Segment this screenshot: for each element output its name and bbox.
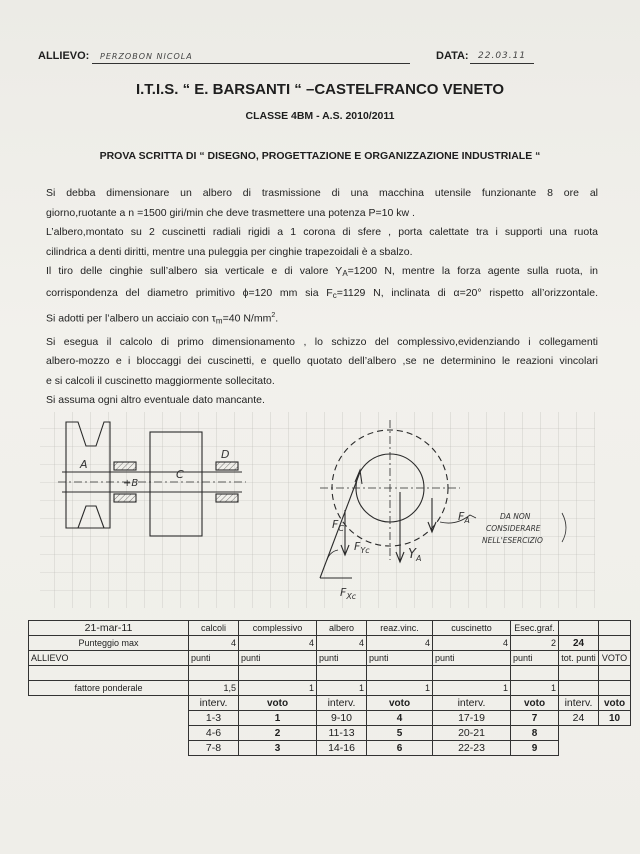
- column-header: cuscinetto: [433, 621, 511, 636]
- note-line-2: CONSIDERARE: [486, 524, 541, 533]
- score-table: [28, 620, 631, 756]
- label-d: D: [221, 448, 230, 461]
- label-fxc: $F_{Xc}$: [340, 586, 357, 601]
- bearing-b-bottom: [114, 494, 136, 502]
- note-line-1: DA NON: [500, 512, 531, 521]
- exam-title: PROVA SCRITTA DI “ DISEGNO, PROGETTAZIONE E ORGANIZZAZIONE INDUSTRIALE “: [99, 150, 541, 162]
- label-a: A: [80, 458, 88, 471]
- interv-header: interv.: [433, 696, 511, 711]
- grade-value: 4: [367, 711, 433, 726]
- grade-value: 5: [367, 726, 433, 741]
- table-cell: 1,5: [189, 681, 239, 696]
- column-header: reaz.vinc.: [367, 621, 433, 636]
- label-c: C: [176, 468, 184, 481]
- grade-range: 1-3: [189, 711, 239, 726]
- table-cell: 1: [317, 681, 367, 696]
- table-cell: punti: [367, 651, 433, 666]
- table-cell: 4: [317, 636, 367, 651]
- grade-range: 17-19: [433, 711, 511, 726]
- grade-value: 6: [367, 741, 433, 756]
- table-cell: 2: [511, 636, 559, 651]
- text-line: e si calcoli il cuscinetto maggiormente sollecitato.: [46, 374, 275, 387]
- voto-label: VOTO: [599, 651, 631, 666]
- table-cell: 1: [511, 681, 559, 696]
- grade-range: 11-13: [317, 726, 367, 741]
- grid-paper: [40, 412, 595, 608]
- column-header: calcoli: [189, 621, 239, 636]
- text-line: Si adotti per l’albero un acciaio con $\tau_m=40$ $N/mm^2$.: [46, 311, 279, 326]
- bearing-d-top: [216, 462, 238, 470]
- interv-header: interv.: [317, 696, 367, 711]
- data-line: [470, 63, 534, 64]
- label-fa: $F_A$: [458, 510, 470, 525]
- table-cell: punti: [433, 651, 511, 666]
- table-cell: punti: [239, 651, 317, 666]
- table-cell: punti: [317, 651, 367, 666]
- text-line: L’albero,montato su 2 cuscinetti radiali rigidi a 1 corona di sfere , porta calettate tra i supporti una ruota: [46, 226, 598, 239]
- punteggio-total: 24: [559, 636, 599, 651]
- table-cell: 4: [367, 636, 433, 651]
- grade-value: 10: [599, 711, 631, 726]
- exam-text: [46, 184, 598, 411]
- table-cell: punti: [189, 651, 239, 666]
- voto-header: voto: [511, 696, 559, 711]
- table-cell: 1: [239, 681, 317, 696]
- table-cell: 4: [189, 636, 239, 651]
- school-title: I.T.I.S. “ E. BARSANTI “ –CASTELFRANCO VENETO: [135, 81, 505, 98]
- voto-header: voto: [239, 696, 317, 711]
- table-date: 21-mar-11: [29, 621, 189, 636]
- grade-range: 20-21: [433, 726, 511, 741]
- punteggio-label: Punteggio max: [29, 636, 189, 651]
- grade-range: 9-10: [317, 711, 367, 726]
- label-ya: $Y_A$: [408, 547, 422, 563]
- grade-value: 7: [511, 711, 559, 726]
- allievo-row-label: ALLIEVO: [29, 651, 189, 666]
- grade-range: 14-16: [317, 741, 367, 756]
- tot-punti-label: tot. punti: [559, 651, 599, 666]
- data-value: 22.03.11: [478, 51, 527, 61]
- text-line: albero-mozzo e i bloccaggi dei cuscinetti, e quello quotato dell’albero ,se ne determinino le reazioni vincolari: [46, 355, 598, 368]
- voto-header: voto: [367, 696, 433, 711]
- bearing-b-top: [114, 462, 136, 470]
- text-line: giorno,ruotante a n =1500 giri/min che deve trasmettere una potenza P=10 kw .: [46, 206, 415, 219]
- column-header: albero: [317, 621, 367, 636]
- grade-range: 4-6: [189, 726, 239, 741]
- text-line: Si debba dimensionare un albero di trasmissione di una macchina utensile funzionante 8 ore al: [46, 187, 598, 199]
- label-fyc: $F_{Yc}$: [354, 540, 370, 555]
- label-fc: $F_C$: [332, 518, 344, 533]
- grade-value: 2: [239, 726, 317, 741]
- grade-range: 22-23: [433, 741, 511, 756]
- school-class: CLASSE 4BM - A.S. 2010/2011: [245, 110, 395, 122]
- interv-header: interv.: [189, 696, 239, 711]
- text-line: cilindrica a denti diritti, mentre una puleggia per cinghie trapezoidali è a sbalzo.: [46, 245, 413, 258]
- grade-value: 8: [511, 726, 559, 741]
- grade-range: 24: [559, 711, 599, 726]
- column-header: complessivo: [239, 621, 317, 636]
- table-cell: 1: [367, 681, 433, 696]
- voto-header: voto: [599, 696, 631, 711]
- grade-value: 9: [511, 741, 559, 756]
- text-line: Si assuma ogni altro eventuale dato mancante.: [46, 394, 265, 407]
- column-header: Esec.graf.: [511, 621, 559, 636]
- table-cell: 1: [433, 681, 511, 696]
- allievo-label: ALLIEVO:: [38, 50, 90, 62]
- grade-value: 1: [239, 711, 317, 726]
- text-line: corrispondenza del diametro primitivo ϕ=120 mm sia $F_c=1129$ N, inclinata di α=20° rispetto all’orizzontale.: [46, 286, 598, 300]
- note-line-3: NELL'ESERCIZIO: [482, 536, 543, 545]
- shaft-sketch: [0, 410, 640, 610]
- allievo-name: PERZOBON NICOLA: [100, 52, 193, 61]
- table-cell: punti: [511, 651, 559, 666]
- text-line: Si esegua il calcolo di primo dimensionamento , lo schizzo del complessivo,evidenziando i collegamenti: [46, 335, 598, 348]
- table-cell: 4: [239, 636, 317, 651]
- table-cell: 4: [433, 636, 511, 651]
- bearing-d-bottom: [216, 494, 238, 502]
- data-label: DATA:: [436, 50, 469, 62]
- text-line: Il tiro delle cinghie sull’albero sia verticale e di valore $Y_A=1200$ N, mentre la forza agente sulla ruota, in: [46, 265, 599, 279]
- interv-header: interv.: [559, 696, 599, 711]
- label-b: +B: [123, 478, 139, 489]
- allievo-line: [92, 63, 410, 64]
- grade-range: 7-8: [189, 741, 239, 756]
- fattore-label: fattore ponderale: [29, 681, 189, 696]
- grade-value: 3: [239, 741, 317, 756]
